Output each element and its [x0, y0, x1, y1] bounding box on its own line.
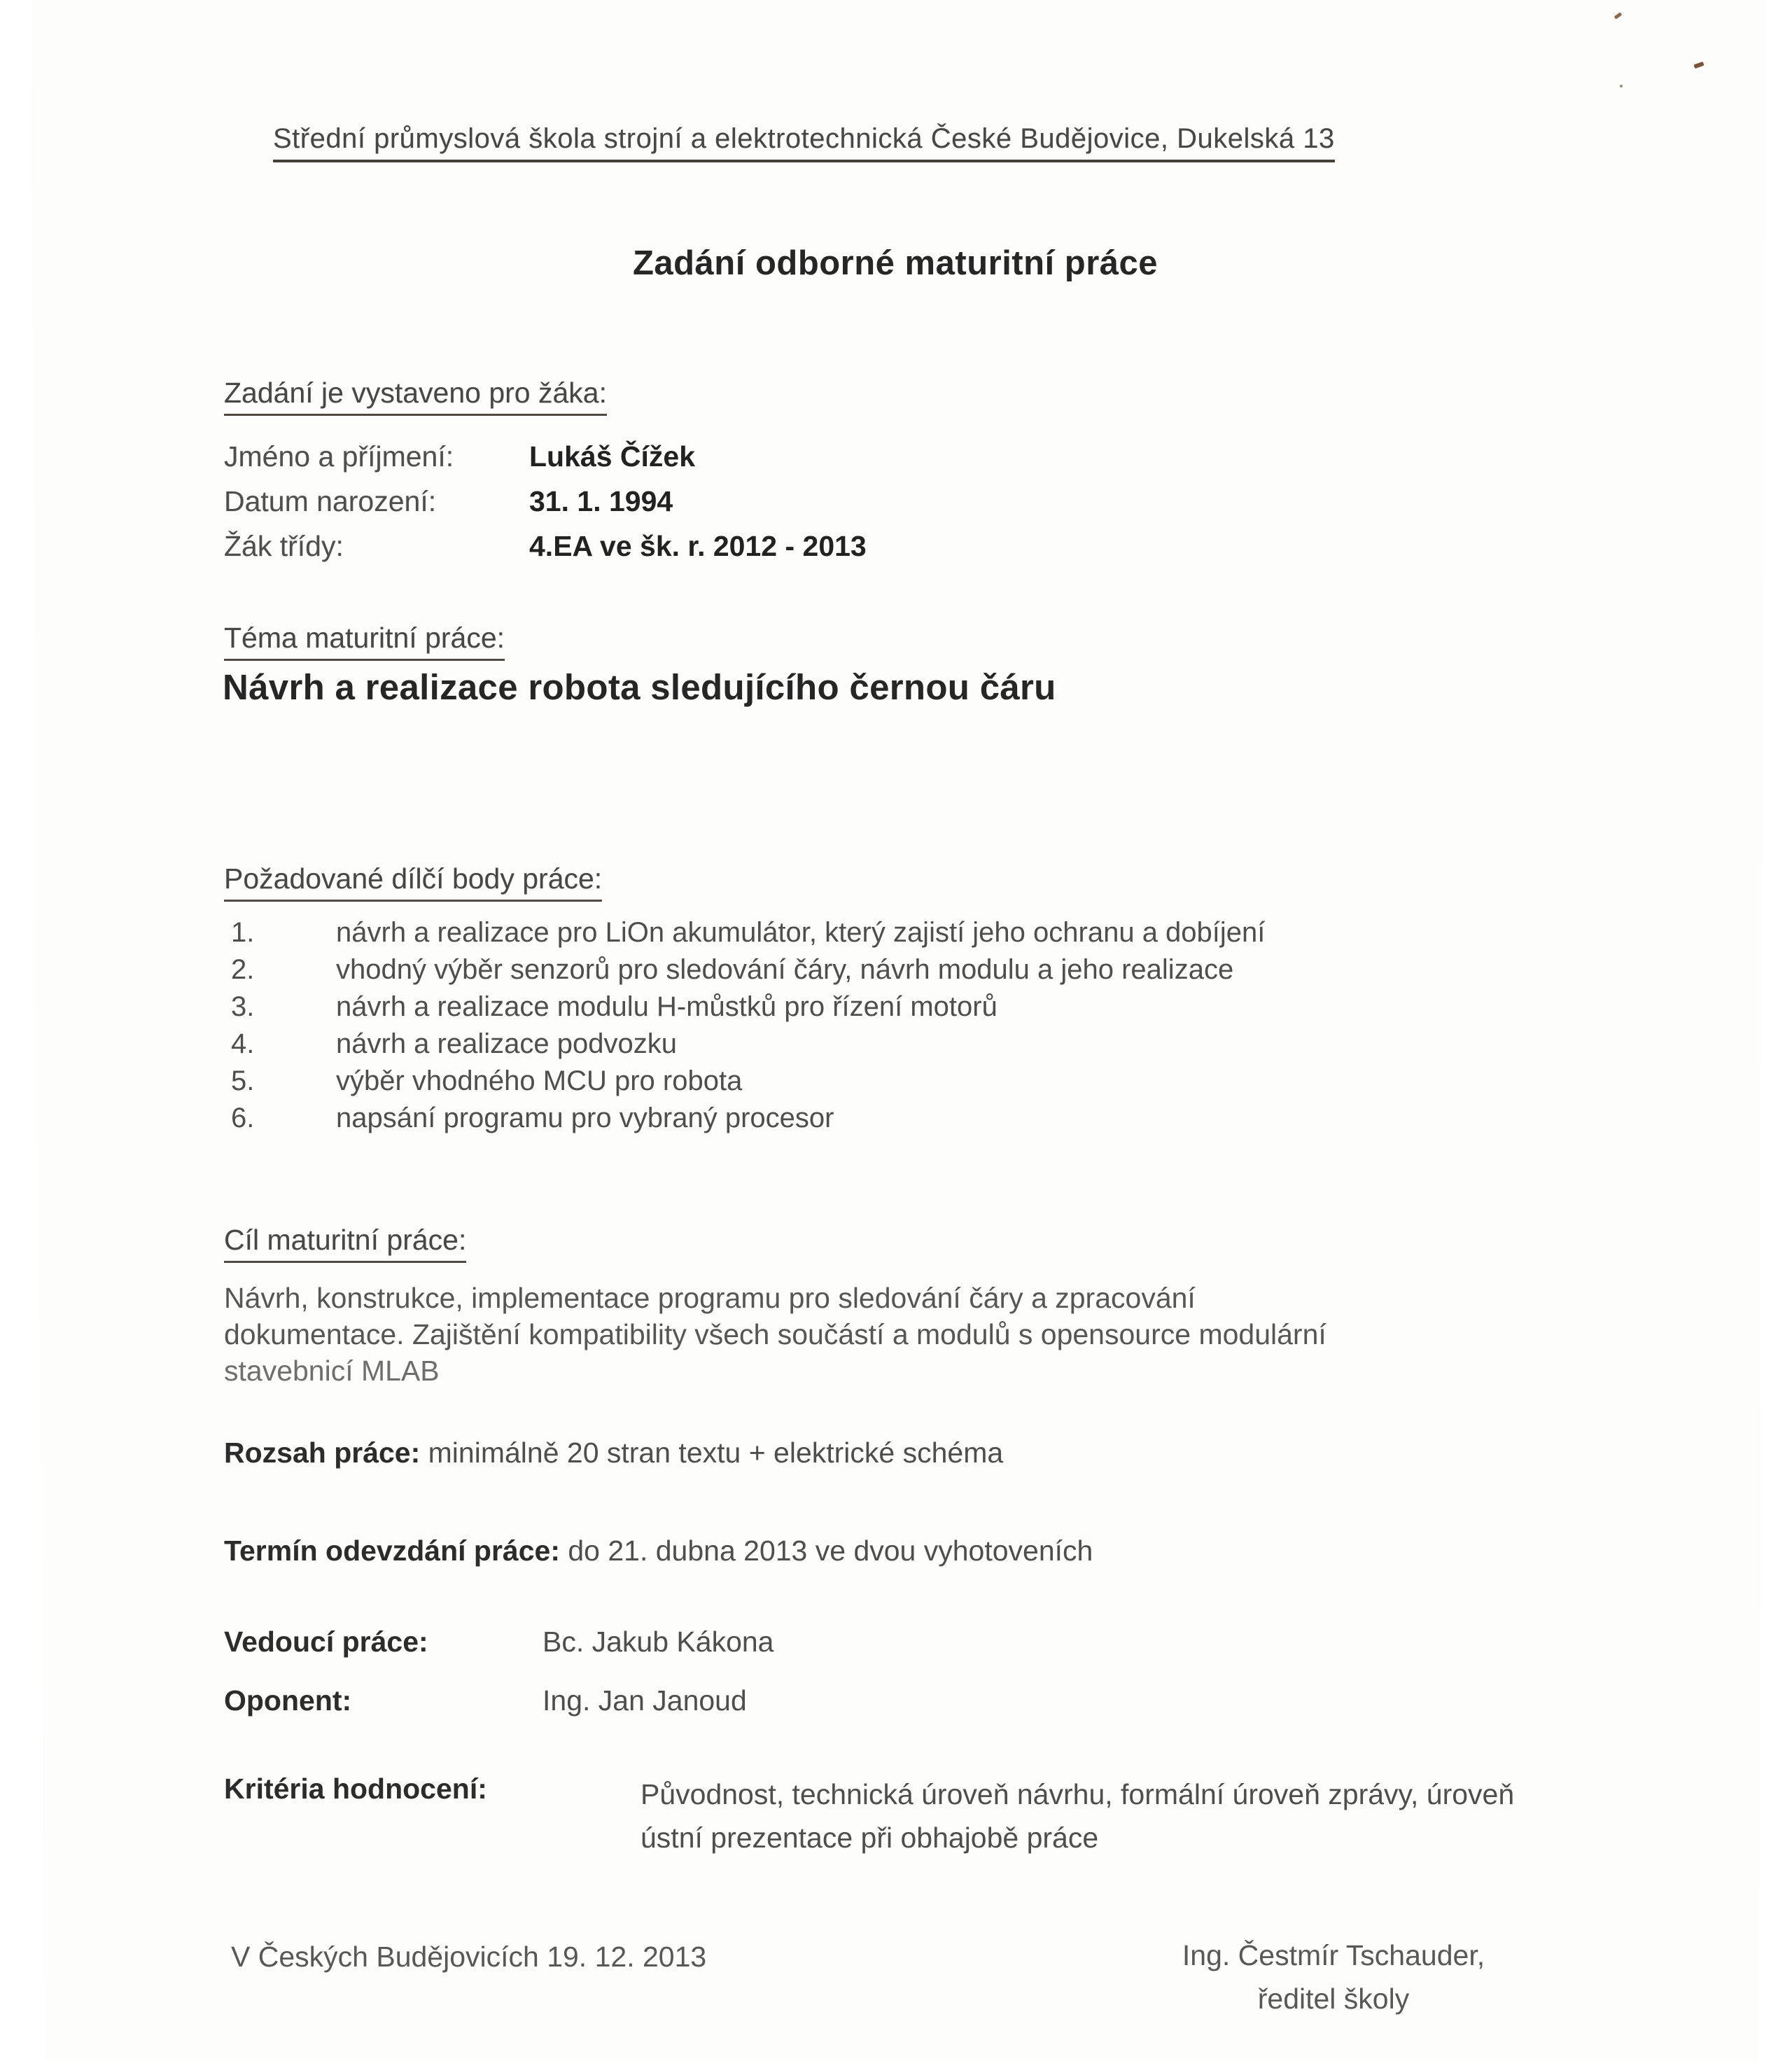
criteria-value: Původnost, technická úroveň návrhu, formální úroveň zprávy, úroveň ústní prezentace při obhajobě práce [640, 1778, 1515, 1854]
school-header-text: Střední průmyslová škola strojní a elektrotechnická České Budějovice, Dukelská 13 [273, 123, 1335, 162]
student-section-heading-text: Zadání je vystaveno pro žáka: [224, 377, 607, 416]
paper-speck [1620, 85, 1623, 88]
student-name-value: Lukáš Čížek [529, 440, 695, 473]
student-section-heading [224, 377, 607, 416]
deadline-label: Termín odevzdání práce: [224, 1535, 560, 1567]
student-info-block [224, 434, 867, 568]
list-item-number: 4. [231, 1028, 255, 1059]
list-item-number: 2. [231, 954, 255, 985]
list-item-text: napsání programu pro vybraný procesor [336, 1103, 834, 1133]
student-birthdate-value: 31. 1. 1994 [529, 485, 673, 517]
supervisor-value: Bc. Jakub Kákona [542, 1626, 774, 1658]
opponent-value: Ing. Jan Janoud [542, 1684, 747, 1717]
topic-section-heading-text: Téma maturitní práce: [224, 622, 505, 661]
list-item-number: 1. [231, 917, 255, 948]
list-item [231, 1100, 1265, 1137]
list-item [231, 951, 1265, 988]
list-item-text: návrh a realizace pro LiOn akumulátor, který zajistí jeho ochranu a dobíjení [336, 917, 1266, 948]
list-item-number: 6. [231, 1103, 255, 1133]
requirements-list [231, 914, 1265, 1137]
list-item [231, 988, 1265, 1026]
document-title: Zadání odborné maturitní práce [632, 244, 1158, 282]
student-name-label: Jméno a příjmení: [224, 440, 454, 473]
supervisor-label: Vedoucí práce: [224, 1626, 428, 1658]
goal-paragraph-line: Návrh, konstrukce, implementace programu pro sledování čáry a zpracování [224, 1282, 1196, 1314]
list-item-text: výběr vhodného MCU pro robota [336, 1066, 743, 1096]
criteria-label: Kritéria hodnocení: [224, 1773, 487, 1805]
student-row-class [224, 524, 867, 568]
requirements-section-heading [224, 862, 602, 902]
topic-section-heading [224, 622, 505, 661]
student-row-name [224, 434, 867, 479]
goal-paragraph [224, 1280, 1326, 1389]
requirements-section-heading-text: Požadované dílčí body práce: [224, 862, 602, 902]
student-row-birthdate [224, 479, 867, 524]
goal-section-heading [224, 1224, 466, 1263]
thesis-topic-title: Návrh a realizace robota sledujícího černou čáru [223, 667, 1056, 707]
goal-section-heading-text: Cíl maturitní práce: [224, 1224, 466, 1263]
deadline-line [224, 1535, 1093, 1567]
list-item-number: 5. [231, 1066, 255, 1096]
list-item [231, 914, 1265, 951]
student-birthdate-label: Datum narození: [224, 485, 437, 517]
opponent-row [224, 1684, 747, 1717]
goal-paragraph-line: dokumentace. Zajištění kompatibility všech součástí a modulů s opensource modulární [224, 1318, 1326, 1350]
signature-name: Ing. Čestmír Tschauder, [1182, 1939, 1485, 1971]
scope-value: minimálně 20 stran textu + elektrické schéma [420, 1437, 1004, 1469]
list-item [231, 1063, 1265, 1100]
place-and-date: V Českých Budějovicích 19. 12. 2013 [231, 1941, 707, 1973]
list-item-text: návrh a realizace modulu H-můstků pro řízení motorů [336, 991, 997, 1022]
student-class-value: 4.EA ve šk. r. 2012 - 2013 [529, 530, 867, 562]
list-item-number: 3. [231, 991, 255, 1022]
signature-block [1134, 1934, 1533, 2020]
school-header [273, 123, 1335, 162]
scope-line [224, 1437, 1003, 1469]
deadline-value: do 21. dubna 2013 ve dvou vyhotoveních [559, 1535, 1093, 1567]
opponent-label: Oponent: [224, 1684, 352, 1717]
list-item [231, 1026, 1265, 1063]
student-class-label: Žák třídy: [224, 530, 344, 562]
list-item-text: návrh a realizace podvozku [336, 1028, 677, 1059]
supervisor-row [224, 1626, 774, 1658]
goal-paragraph-line: stavebnicí MLAB [224, 1355, 440, 1387]
scope-label: Rozsah práce: [224, 1437, 421, 1469]
signature-role: ředitel školy [1257, 1983, 1410, 2015]
list-item-text: vhodný výběr senzorů pro sledování čáry, návrh modulu a jeho realizace [336, 954, 1234, 985]
